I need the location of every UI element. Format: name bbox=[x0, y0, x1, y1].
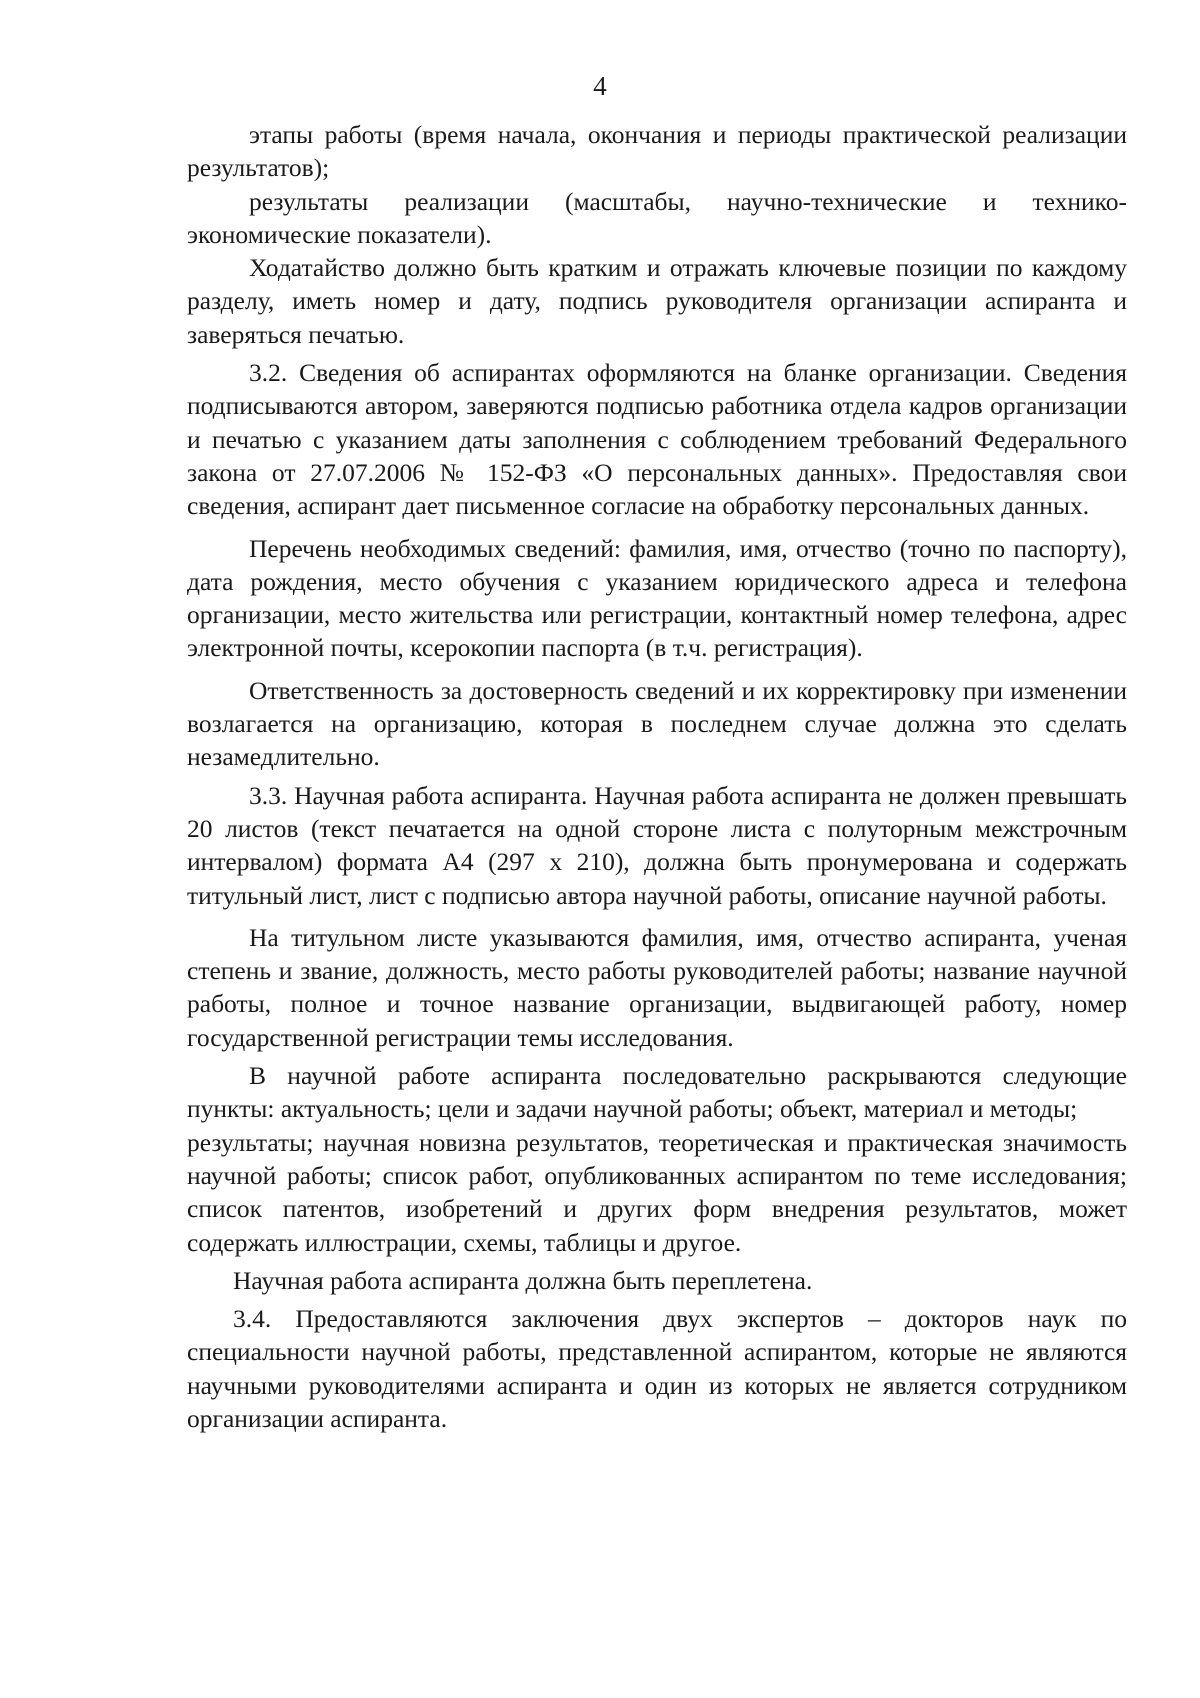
paragraph-work-contents: В научной работе аспиранта последовательно раскрываются следующие пункты: актуальность; цели и задачи научной работы; объект, материал и методы; bbox=[187, 1061, 1127, 1124]
paragraph-title-page: На титульном листе указываются фамилия, имя, отчество аспиранта, ученая степень и звание, должность, место работы руководителей работы; название научной работы, полное и точное название организации, выдвигающей работу, номер государственной регистрации темы исследования. bbox=[187, 922, 1127, 1052]
paragraph-responsibility: Ответственность за достоверность сведений и их корректировку при изменении возлагается на организацию, которая в последнем случае должна это сделать незамедлительно. bbox=[187, 675, 1127, 772]
paragraph-section-3-4: 3.4. Предоставляются заключения двух экспертов – докторов наук по специальности научной работы, представленной аспирантом, которые не являются научными руководителями аспиранта и один из которых не является сотрудником организации аспиранта. bbox=[187, 1304, 1127, 1433]
paragraph-section-3-3: 3.3. Научная работа аспиранта. Научная работа аспиранта не должен превышать 20 листов (текст печатается на одной стороне листа с полуторным межстрочным интервалом) формата А4 (297 х 210), должна быть пронумерована и содержать титульный лист, лист с подписью автора научной работы, описание научной работы. bbox=[187, 780, 1127, 910]
paragraph-implementation-results: результаты реализации (масштабы, научно-технические и технико-экономические показатели). bbox=[187, 186, 1127, 249]
paragraph-results-list: результаты; научная новизна результатов, теоретическая и практическая значимость научной работы; список работ, опубликованных аспирантом по теме исследования; список патентов, изобретений и других форм внедрения результатов, может содержать иллюстрации, схемы, таблицы и другое. bbox=[187, 1127, 1127, 1257]
document-body bbox=[187, 118, 1127, 1435]
paragraph-section-3-2: 3.2. Сведения об аспирантах оформляются на бланке организации. Сведения подписываются автором, заверяются подписью работника отдела кадров организации и печатью с указанием даты заполнения с соблюдением требований Федерального закона от 27.07.2006 № 152-ФЗ «О персональных данных». Предоставляя свои сведения, аспирант дает письменное согласие на обработку персональных данных. bbox=[187, 358, 1127, 521]
paragraph-binding: Научная работа аспиранта должна быть переплетена. bbox=[233, 1265, 813, 1295]
paragraph-required-info-list: Перечень необходимых сведений: фамилия, имя, отчество (точно по паспорту), дата рождения, место обучения с указанием юридического адреса и телефона организации, место жительства или регистрации, контактный номер телефона, адрес электронной почты, ксерокопии паспорта (в т.ч. регистрация). bbox=[187, 533, 1127, 663]
paragraph-petition-requirements: Ходатайство должно быть кратким и отражать ключевые позиции по каждому разделу, иметь номер и дату, подпись руководителя организации аспиранта и заверяться печатью. bbox=[187, 253, 1127, 349]
paragraph-work-stages: этапы работы (время начала, окончания и периоды практической реализации результатов); bbox=[187, 120, 1127, 183]
page-number: 4 bbox=[593, 71, 607, 101]
